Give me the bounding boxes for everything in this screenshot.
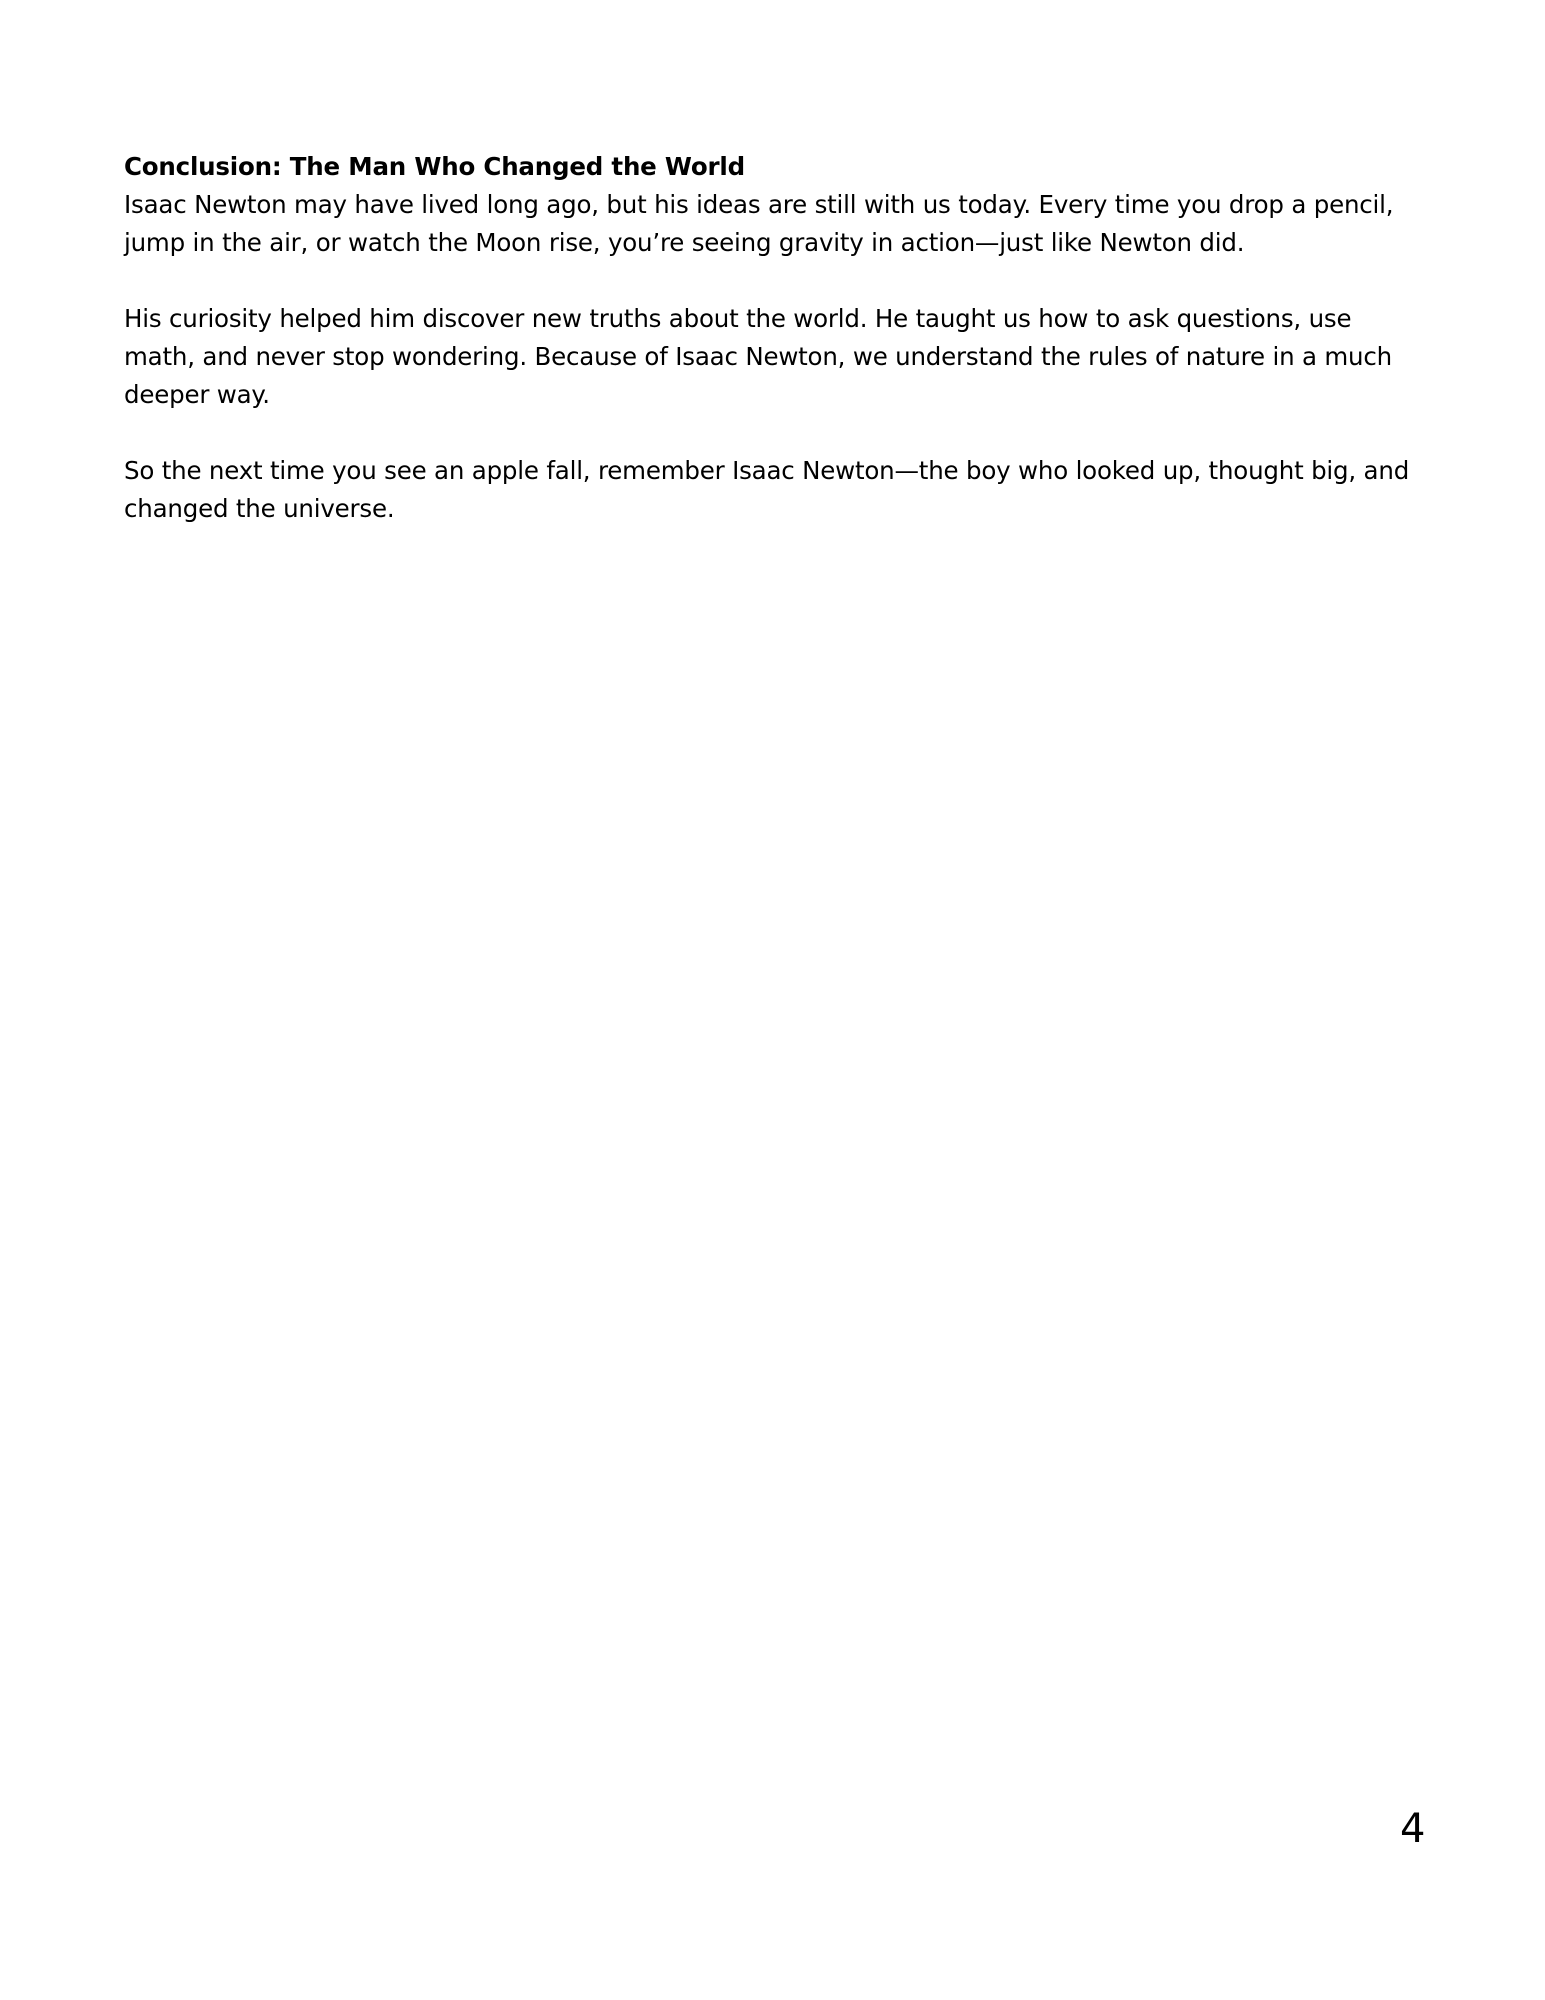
paragraph-2: His curiosity helped him discover new truths about the world. He taught us how to ask questions, use math, and never stop wondering. Because of Isaac Newton, we understand the rules of nature in a much deeper way.: [124, 304, 1392, 409]
page-content: [124, 148, 1424, 528]
paragraph-1: Isaac Newton may have lived long ago, but his ideas are still with us today. Every time you drop a pencil, jump in the air, or watch the Moon rise, you’re seeing gravity in action—just like Newton did.: [124, 190, 1394, 257]
paragraph-3: So the next time you see an apple fall, remember Isaac Newton—the boy who looked up, thought big, and changed the universe.: [124, 456, 1410, 523]
section-heading: Conclusion: The Man Who Changed the World: [124, 152, 745, 181]
page-number: 4: [1400, 1806, 1426, 1852]
